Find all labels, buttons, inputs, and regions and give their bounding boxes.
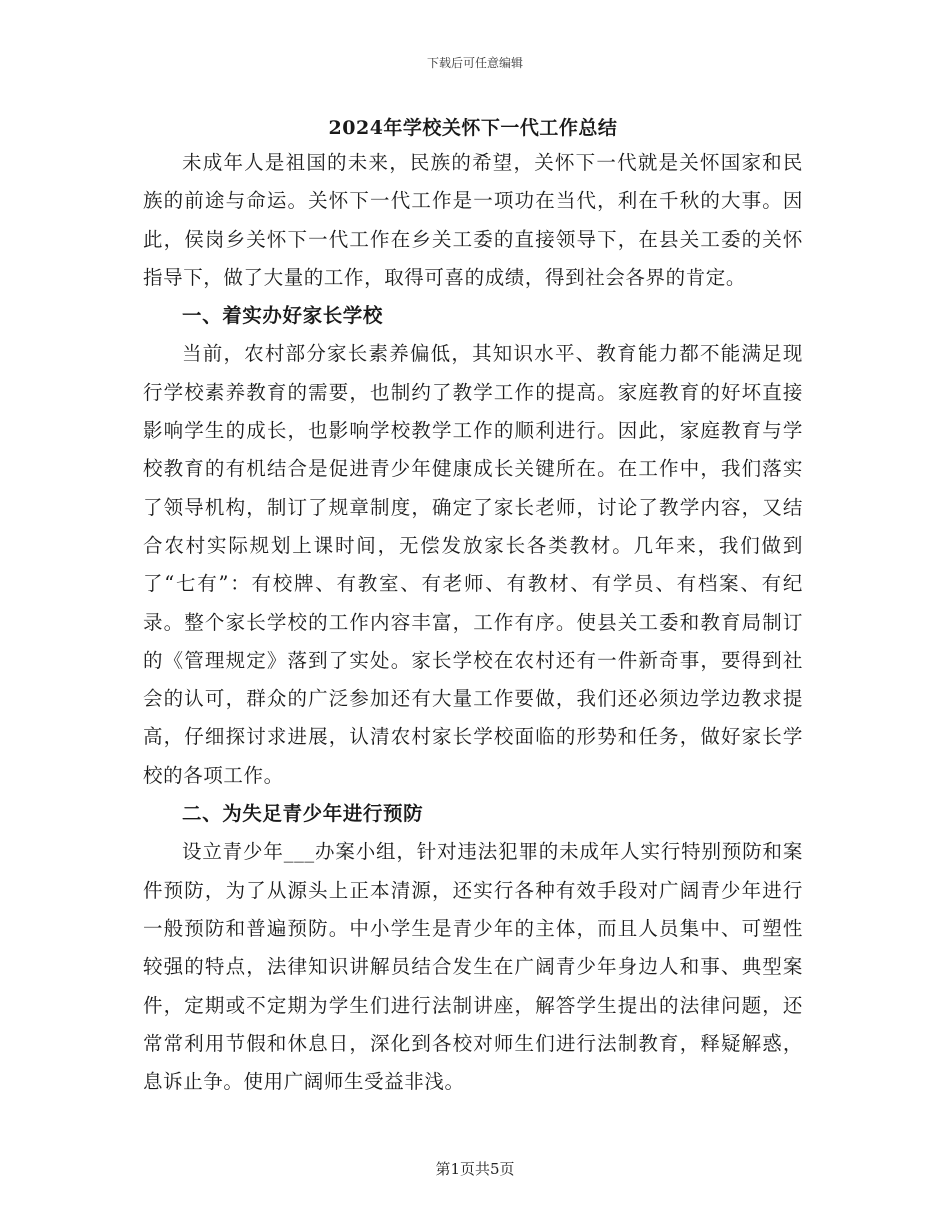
document-body <box>143 114 803 1101</box>
section-1-paragraph: 当前，农村部分家长素养偏低，其知识水平、教育能力都不能满足现行学校素养教育的需要，也制约了教学工作的提高。家庭教育的好坏直接影响学生的成长，也影响学校教学工作的顺利进行。因此，家庭教育与学校教育的有机结合是促进青少年健康成长关键所在。在工作中，我们落实了领导机构，制订了规章制度，确定了家长老师，讨论了教学内容，又结合农村实际规划上课时间，无偿发放家长各类教材。几年来，我们做到了“七有”：有校牌、有教室、有老师、有教材、有学员、有档案、有纪录。整个家长学校的工作内容丰富，工作有序。使县关工委和教育局制订的《管理规定》落到了实处。家长学校在农村还有一件新奇事，要得到社会的认可，群众的广泛参加还有大量工作要做，我们还必须边学边教求提高，仔细探讨求进展，认清农村家长学校面临的形势和任务，做好家长学校的各项工作。 <box>143 342 803 787</box>
document-title: 2024年学校关怀下一代工作总结 <box>328 117 618 139</box>
page-header: 下载后可任意编辑 <box>426 56 523 70</box>
section-2-paragraph: 设立青少年___办案小组，针对违法犯罪的未成年人实行特别预防和案件预防，为了从源头上正本清源，还实行各种有效手段对广阔青少年进行一般预防和普遍预防。中小学生是青少年的主体，而且人员集中、可塑性较强的特点，法律知识讲解员结合发生在广阔青少年身边人和事、典型案件，定期或不定期为学生们进行法制讲座，解答学生提出的法律问题，还常常利用节假和休息日，深化到各校对师生们进行法制教育，释疑解惑，息诉止争。使用广阔师生受益非浅。 <box>143 840 803 1094</box>
section-2-heading: 二、为失足青少年进行预防 <box>182 802 424 826</box>
intro-paragraph: 未成年人是祖国的未来，民族的希望，关怀下一代就是关怀国家和民族的前途与命运。关怀下一代工作是一项功在当代，利在千秋的大事。因此，侯岗乡关怀下一代工作在乡关工委的直接领导下，在县关工委的关怀指导下，做了大量的工作，取得可喜的成绩，得到社会各界的肯定。 <box>143 151 803 289</box>
page-footer: 第1页共5页 <box>435 1160 515 1178</box>
section-1-heading: 一、着实办好家长学校 <box>182 304 384 328</box>
